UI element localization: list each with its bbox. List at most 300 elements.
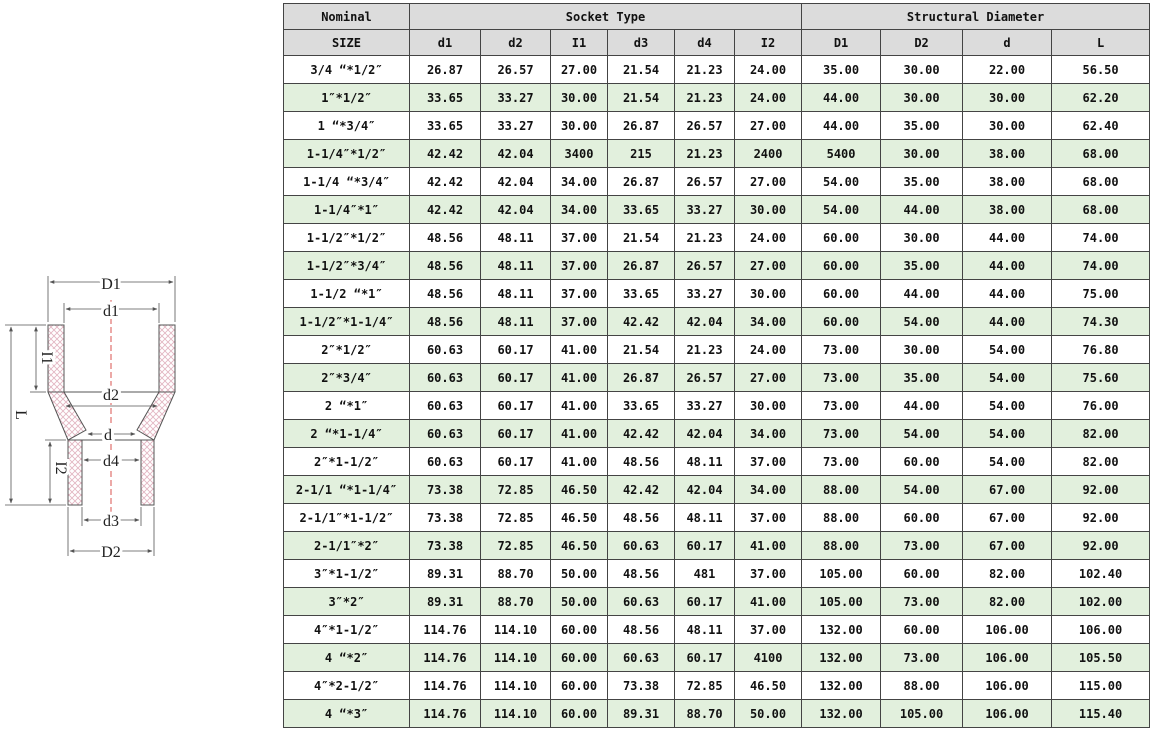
value-cell: 92.00 [1052,532,1150,560]
value-cell: 33.27 [675,196,735,224]
value-cell: 60.00 [881,448,963,476]
value-cell: 54.00 [802,168,881,196]
value-cell: 105.00 [881,700,963,728]
value-cell: 30.00 [735,392,802,420]
value-cell: 114.76 [410,672,481,700]
value-cell: 30.00 [735,196,802,224]
value-cell: 41.00 [551,336,608,364]
value-cell: 33.65 [608,392,675,420]
value-cell: 21.23 [675,140,735,168]
value-cell: 60.63 [410,392,481,420]
value-cell: 60.00 [802,308,881,336]
size-cell: 4 “*3″ [284,700,410,728]
value-cell: 56.50 [1052,56,1150,84]
value-cell: 30.00 [551,112,608,140]
value-cell: 75.00 [1052,280,1150,308]
value-cell: 132.00 [802,616,881,644]
value-cell: 34.00 [735,308,802,336]
value-cell: 37.00 [735,504,802,532]
value-cell: 67.00 [963,504,1052,532]
value-cell: 41.00 [551,392,608,420]
value-cell: 44.00 [802,112,881,140]
value-cell: 26.57 [481,56,551,84]
value-cell: 54.00 [963,392,1052,420]
value-cell: 60.17 [481,336,551,364]
value-cell: 30.00 [735,280,802,308]
value-cell: 88.00 [881,672,963,700]
value-cell: 27.00 [735,168,802,196]
fitting-body [48,300,175,520]
value-cell: 60.17 [481,420,551,448]
value-cell: 33.65 [608,196,675,224]
value-cell: 48.56 [608,448,675,476]
value-cell: 60.63 [608,588,675,616]
value-cell: 75.60 [1052,364,1150,392]
value-cell: 46.50 [735,672,802,700]
value-cell: 37.00 [551,252,608,280]
label-D1: D1 [101,276,121,293]
value-cell: 37.00 [551,280,608,308]
value-cell: 3400 [551,140,608,168]
value-cell: 46.50 [551,504,608,532]
label-d2: d2 [103,387,119,404]
value-cell: 88.70 [481,560,551,588]
column-header: L [1052,30,1150,56]
value-cell: 106.00 [963,616,1052,644]
table-row [284,504,1150,532]
value-cell: 26.87 [608,252,675,280]
value-cell: 34.00 [551,168,608,196]
value-cell: 21.54 [608,84,675,112]
value-cell: 21.23 [675,56,735,84]
value-cell: 74.00 [1052,224,1150,252]
value-cell: 60.00 [551,672,608,700]
table-row [284,476,1150,504]
value-cell: 26.57 [675,112,735,140]
value-cell: 68.00 [1052,168,1150,196]
value-cell: 42.42 [608,420,675,448]
value-cell: 89.31 [410,588,481,616]
value-cell: 114.76 [410,644,481,672]
value-cell: 73.00 [802,364,881,392]
value-cell: 42.04 [675,420,735,448]
size-cell: 1-1/2″*3/4″ [284,252,410,280]
value-cell: 54.00 [963,364,1052,392]
column-header: d [963,30,1052,56]
value-cell: 42.04 [675,308,735,336]
value-cell: 106.00 [963,644,1052,672]
column-header: I2 [735,30,802,56]
value-cell: 73.00 [802,420,881,448]
value-cell: 215 [608,140,675,168]
size-cell: 1-1/4″*1″ [284,196,410,224]
table-row [284,56,1150,84]
label-I1: I1 [38,351,55,365]
value-cell: 88.70 [675,700,735,728]
size-cell: 2 “*1″ [284,392,410,420]
value-cell: 21.54 [608,224,675,252]
size-cell: 1-1/2″*1/2″ [284,224,410,252]
value-cell: 42.04 [481,196,551,224]
value-cell: 60.63 [410,336,481,364]
value-cell: 115.40 [1052,700,1150,728]
value-cell: 30.00 [881,84,963,112]
value-cell: 88.00 [802,532,881,560]
size-cell: 2-1/1 “*1-1/4″ [284,476,410,504]
value-cell: 21.54 [608,56,675,84]
value-cell: 102.00 [1052,588,1150,616]
value-cell: 42.42 [608,308,675,336]
value-cell: 105.00 [802,588,881,616]
table-row [284,672,1150,700]
value-cell: 42.42 [410,196,481,224]
value-cell: 48.11 [481,224,551,252]
table-row [284,112,1150,140]
table-row [284,700,1150,728]
value-cell: 22.00 [963,56,1052,84]
value-cell: 74.30 [1052,308,1150,336]
value-cell: 105.50 [1052,644,1150,672]
value-cell: 44.00 [802,84,881,112]
value-cell: 44.00 [963,252,1052,280]
size-cell: 4 “*2″ [284,644,410,672]
value-cell: 48.56 [410,224,481,252]
value-cell: 48.11 [675,504,735,532]
value-cell: 35.00 [881,112,963,140]
size-cell: 3″*1-1/2″ [284,560,410,588]
table-row [284,532,1150,560]
value-cell: 114.10 [481,644,551,672]
table-row [284,420,1150,448]
value-cell: 76.80 [1052,336,1150,364]
table-row [284,392,1150,420]
value-cell: 30.00 [881,336,963,364]
value-cell: 21.23 [675,84,735,112]
value-cell: 26.87 [608,112,675,140]
value-cell: 27.00 [735,112,802,140]
size-cell: 2-1/1″*1-1/2″ [284,504,410,532]
table-row [284,308,1150,336]
value-cell: 24.00 [735,336,802,364]
value-cell: 62.40 [1052,112,1150,140]
value-cell: 44.00 [881,280,963,308]
value-cell: 30.00 [881,224,963,252]
value-cell: 24.00 [735,224,802,252]
table-row [284,196,1150,224]
value-cell: 88.00 [802,476,881,504]
value-cell: 21.54 [608,336,675,364]
value-cell: 72.85 [481,476,551,504]
reducer-fitting-diagram [0,0,280,730]
value-cell: 41.00 [551,364,608,392]
value-cell: 42.42 [608,476,675,504]
value-cell: 33.27 [675,280,735,308]
size-cell: 2 “*1-1/4″ [284,420,410,448]
value-cell: 60.00 [881,560,963,588]
value-cell: 50.00 [551,588,608,616]
column-header: SIZE [284,30,410,56]
header-group-row [284,4,1150,30]
value-cell: 27.00 [551,56,608,84]
value-cell: 76.00 [1052,392,1150,420]
size-cell: 1-1/2″*1-1/4″ [284,308,410,336]
table-row [284,280,1150,308]
value-cell: 35.00 [881,168,963,196]
value-cell: 48.56 [410,280,481,308]
label-d3: d3 [103,513,119,530]
column-header: d1 [410,30,481,56]
value-cell: 48.56 [608,504,675,532]
value-cell: 60.17 [481,392,551,420]
value-cell: 48.11 [481,308,551,336]
value-cell: 27.00 [735,252,802,280]
value-cell: 30.00 [963,84,1052,112]
value-cell: 41.00 [735,588,802,616]
value-cell: 35.00 [802,56,881,84]
value-cell: 42.42 [410,140,481,168]
table-body [284,56,1150,728]
value-cell: 60.17 [481,448,551,476]
value-cell: 60.17 [481,364,551,392]
value-cell: 44.00 [963,280,1052,308]
table-row [284,588,1150,616]
value-cell: 114.76 [410,700,481,728]
value-cell: 33.65 [608,280,675,308]
value-cell: 27.00 [735,364,802,392]
value-cell: 54.00 [881,420,963,448]
value-cell: 88.00 [802,504,881,532]
value-cell: 132.00 [802,672,881,700]
label-d: d [104,427,112,444]
size-cell: 2-1/1″*2″ [284,532,410,560]
value-cell: 50.00 [735,700,802,728]
value-cell: 34.00 [551,196,608,224]
value-cell: 73.00 [881,532,963,560]
value-cell: 48.56 [608,560,675,588]
value-cell: 60.00 [551,616,608,644]
size-cell: 2″*1-1/2″ [284,448,410,476]
value-cell: 54.00 [963,336,1052,364]
value-cell: 48.11 [481,280,551,308]
value-cell: 54.00 [802,196,881,224]
value-cell: 60.63 [410,364,481,392]
value-cell: 41.00 [551,448,608,476]
table-row [284,224,1150,252]
value-cell: 114.10 [481,700,551,728]
table-row [284,336,1150,364]
header-nominal: Nominal [284,4,410,30]
label-d4: d4 [103,453,119,470]
value-cell: 73.38 [608,672,675,700]
value-cell: 73.00 [881,644,963,672]
value-cell: 60.63 [608,644,675,672]
value-cell: 37.00 [735,448,802,476]
table-row [284,364,1150,392]
value-cell: 48.56 [608,616,675,644]
column-header: I1 [551,30,608,56]
value-cell: 48.11 [675,616,735,644]
value-cell: 60.17 [675,532,735,560]
value-cell: 44.00 [881,392,963,420]
value-cell: 38.00 [963,168,1052,196]
value-cell: 89.31 [608,700,675,728]
value-cell: 34.00 [735,420,802,448]
value-cell: 33.27 [481,112,551,140]
value-cell: 60.00 [802,280,881,308]
value-cell: 106.00 [1052,616,1150,644]
value-cell: 73.38 [410,504,481,532]
value-cell: 42.42 [410,168,481,196]
size-cell: 4″*2-1/2″ [284,672,410,700]
value-cell: 60.17 [675,588,735,616]
value-cell: 60.17 [675,644,735,672]
value-cell: 73.00 [802,336,881,364]
value-cell: 37.00 [735,560,802,588]
column-header: D2 [881,30,963,56]
table-row [284,84,1150,112]
value-cell: 48.56 [410,252,481,280]
value-cell: 89.31 [410,560,481,588]
value-cell: 60.00 [802,224,881,252]
value-cell: 42.04 [675,476,735,504]
value-cell: 48.56 [410,308,481,336]
label-I2: I2 [52,461,69,475]
value-cell: 50.00 [551,560,608,588]
value-cell: 54.00 [881,476,963,504]
value-cell: 73.00 [881,588,963,616]
table-row [284,448,1150,476]
table-row [284,616,1150,644]
value-cell: 106.00 [963,700,1052,728]
value-cell: 21.23 [675,336,735,364]
column-header: d4 [675,30,735,56]
value-cell: 82.00 [963,588,1052,616]
value-cell: 24.00 [735,56,802,84]
dimension-table [283,3,1150,728]
value-cell: 38.00 [963,196,1052,224]
value-cell: 26.57 [675,252,735,280]
value-cell: 26.57 [675,364,735,392]
value-cell: 105.00 [802,560,881,588]
size-cell: 1-1/4″*1/2″ [284,140,410,168]
column-header: d2 [481,30,551,56]
header-structural-diameter: Structural Diameter [802,4,1150,30]
value-cell: 24.00 [735,84,802,112]
size-cell: 1 “*3/4″ [284,112,410,140]
value-cell: 33.27 [675,392,735,420]
column-header: d3 [608,30,675,56]
label-L: L [12,410,29,420]
value-cell: 132.00 [802,700,881,728]
value-cell: 42.04 [481,168,551,196]
size-cell: 2″*1/2″ [284,336,410,364]
value-cell: 67.00 [963,476,1052,504]
size-cell: 3″*2″ [284,588,410,616]
size-cell: 1″*1/2″ [284,84,410,112]
value-cell: 114.10 [481,672,551,700]
value-cell: 35.00 [881,252,963,280]
value-cell: 74.00 [1052,252,1150,280]
label-d1: d1 [103,303,119,320]
value-cell: 60.63 [410,420,481,448]
value-cell: 60.63 [608,532,675,560]
value-cell: 26.87 [410,56,481,84]
value-cell: 30.00 [881,140,963,168]
value-cell: 30.00 [551,84,608,112]
size-cell: 1-1/4 “*3/4″ [284,168,410,196]
value-cell: 33.65 [410,84,481,112]
value-cell: 37.00 [551,308,608,336]
value-cell: 37.00 [551,224,608,252]
value-cell: 73.00 [802,448,881,476]
size-cell: 2″*3/4″ [284,364,410,392]
value-cell: 68.00 [1052,196,1150,224]
table-row [284,140,1150,168]
value-cell: 44.00 [881,196,963,224]
value-cell: 54.00 [881,308,963,336]
value-cell: 68.00 [1052,140,1150,168]
value-cell: 4100 [735,644,802,672]
value-cell: 102.40 [1052,560,1150,588]
value-cell: 60.00 [802,252,881,280]
value-cell: 30.00 [963,112,1052,140]
value-cell: 26.57 [675,168,735,196]
value-cell: 30.00 [881,56,963,84]
size-cell: 3/4 “*1/2″ [284,56,410,84]
value-cell: 72.85 [675,672,735,700]
value-cell: 481 [675,560,735,588]
value-cell: 41.00 [551,420,608,448]
table-row [284,644,1150,672]
value-cell: 132.00 [802,644,881,672]
header-socket-type: Socket Type [410,4,802,30]
value-cell: 42.04 [481,140,551,168]
label-D2: D2 [101,544,121,561]
value-cell: 82.00 [963,560,1052,588]
value-cell: 114.76 [410,616,481,644]
value-cell: 35.00 [881,364,963,392]
value-cell: 2400 [735,140,802,168]
size-cell: 1-1/2 “*1″ [284,280,410,308]
value-cell: 46.50 [551,532,608,560]
value-cell: 41.00 [735,532,802,560]
value-cell: 44.00 [963,224,1052,252]
value-cell: 106.00 [963,672,1052,700]
value-cell: 48.11 [481,252,551,280]
value-cell: 62.20 [1052,84,1150,112]
header-column-row [284,30,1150,56]
value-cell: 115.00 [1052,672,1150,700]
value-cell: 33.65 [410,112,481,140]
value-cell: 5400 [802,140,881,168]
value-cell: 73.38 [410,532,481,560]
value-cell: 48.11 [675,448,735,476]
value-cell: 92.00 [1052,476,1150,504]
value-cell: 54.00 [963,420,1052,448]
value-cell: 92.00 [1052,504,1150,532]
value-cell: 26.87 [608,168,675,196]
value-cell: 82.00 [1052,448,1150,476]
value-cell: 72.85 [481,504,551,532]
value-cell: 60.00 [551,644,608,672]
value-cell: 38.00 [963,140,1052,168]
value-cell: 44.00 [963,308,1052,336]
value-cell: 73.00 [802,392,881,420]
value-cell: 34.00 [735,476,802,504]
value-cell: 73.38 [410,476,481,504]
value-cell: 37.00 [735,616,802,644]
value-cell: 82.00 [1052,420,1150,448]
